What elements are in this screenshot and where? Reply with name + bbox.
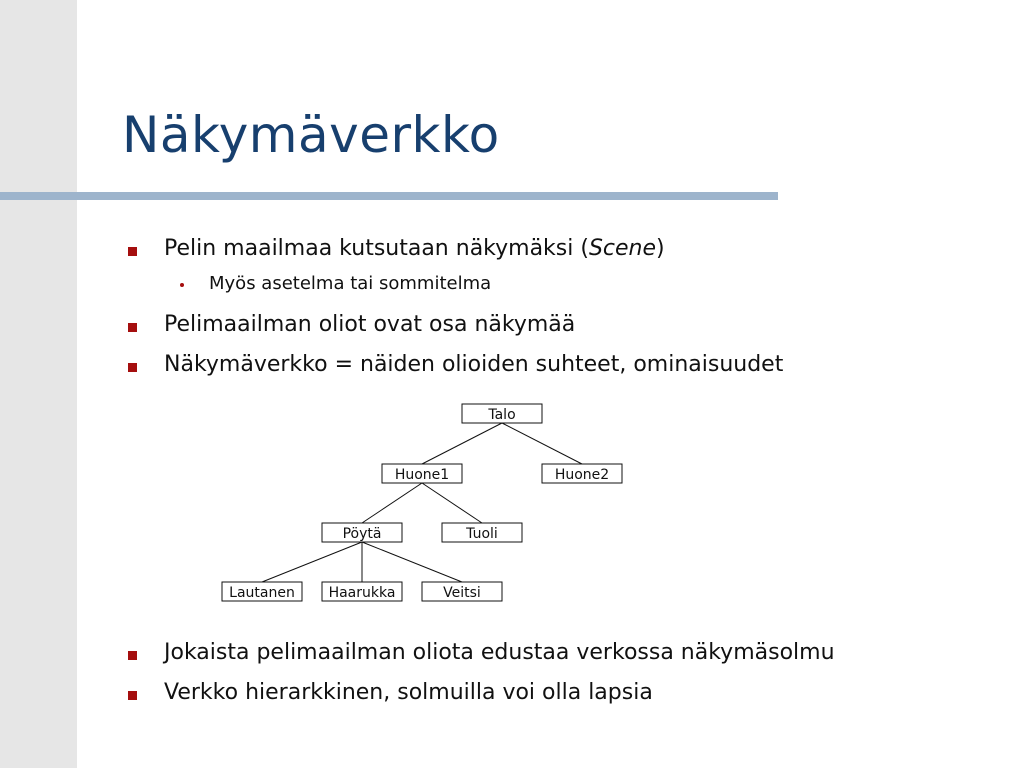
bullet-text-before: Pelin maailmaa kutsutaan näkymäksi ( [164, 236, 589, 261]
bullet-item-scene-graph: Näkymäverkko = näiden olioiden suhteet, ominaisuudet [164, 352, 784, 377]
node-label-huone1: Huone1 [394, 467, 450, 483]
node-label-haarukka: Haarukka [328, 585, 396, 601]
node-label-huone2: Huone2 [554, 467, 610, 483]
node-label-lautanen: Lautanen [229, 585, 295, 601]
edge-talo-huone1 [422, 423, 502, 464]
edge-talo-huone2 [502, 423, 582, 464]
edge-huone1-tuoli [422, 483, 482, 523]
sub-bullet-item: Myös asetelma tai sommitelma [209, 273, 492, 294]
bullet-item-objects: Pelimaailman oliot ovat osa näkymää [164, 312, 576, 337]
bullet-text-italic: Scene [588, 236, 657, 261]
node-label-tuoli: Tuoli [466, 526, 498, 542]
slide-title: Näkymäverkko [122, 106, 500, 164]
node-label-talo: Talo [488, 407, 516, 423]
node-label-poyta: Pöytä [342, 526, 382, 542]
bullet-item-scene-node: Jokaista pelimaailman oliota edustaa verkossa näkymäsolmu [164, 640, 835, 665]
node-label-veitsi: Veitsi [443, 585, 481, 601]
bullet-text-after: ) [656, 236, 665, 261]
edge-poyta-veitsi [362, 542, 462, 582]
bullet-item-hierarchy: Verkko hierarkkinen, solmuilla voi olla lapsia [164, 680, 653, 705]
edge-huone1-poyta [362, 483, 422, 523]
edge-poyta-lautanen [262, 542, 362, 582]
